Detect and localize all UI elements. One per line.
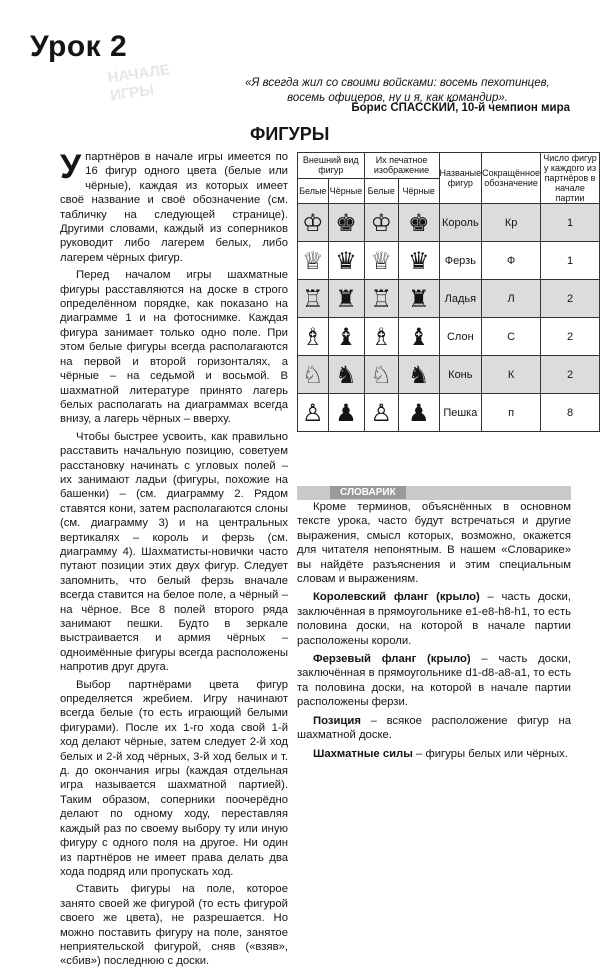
piece-photo-black-icon: ♛ xyxy=(335,246,357,275)
dictionary-definition: – часть доски, заключённая в прямоугольнике e1-e8-h8-h1, то есть половина доски, на которой в начале партии расположены короли. xyxy=(297,591,572,647)
piece-abbr: Ф xyxy=(482,242,541,280)
dictionary-entry xyxy=(297,590,571,648)
pieces-table xyxy=(297,152,600,432)
piece-print-white-icon: ♘ xyxy=(370,360,392,389)
piece-photo-black-icon: ♝ xyxy=(335,322,357,351)
piece-print-white-icon: ♙ xyxy=(370,398,392,427)
piece-count: 2 xyxy=(541,356,600,394)
piece-name: Слон xyxy=(439,318,482,356)
piece-print-black-icon: ♝ xyxy=(407,322,430,351)
dictionary-term: Позиция xyxy=(313,714,361,727)
piece-photo-black-icon: ♞ xyxy=(335,360,357,389)
piece-name: Пешка xyxy=(439,394,482,432)
piece-photo-white-icon: ♔ xyxy=(302,208,324,237)
table-row xyxy=(298,242,600,280)
piece-photo-black-icon: ♟ xyxy=(335,398,357,427)
table-row xyxy=(298,356,600,394)
piece-print-white-icon: ♕ xyxy=(370,246,392,275)
piece-abbr: п xyxy=(482,394,541,432)
piece-abbr: Кр xyxy=(482,204,541,242)
piece-print-black-icon: ♜ xyxy=(407,284,430,313)
piece-print-black-icon: ♚ xyxy=(407,208,430,237)
epigraph-quote: «Я всегда жил со своими войсками: восемь пехотинцев, восемь офицеров, ну и я, как командир». xyxy=(245,77,550,104)
lesson-title: Урок 2 xyxy=(30,30,128,63)
piece-name: Ферзь xyxy=(439,242,482,280)
piece-count: 2 xyxy=(541,280,600,318)
dictionary-definition: – всякое расположение фигур на шахматной доске. xyxy=(297,714,571,742)
piece-photo-black-icon: ♚ xyxy=(335,208,357,237)
piece-photo-white-icon: ♖ xyxy=(302,284,324,313)
dictionary-term: Шахматные силы xyxy=(313,747,413,760)
piece-print-black-icon: ♞ xyxy=(407,360,430,389)
header-name: Названые фигур xyxy=(439,153,482,204)
piece-print-black-icon: ♛ xyxy=(407,246,430,275)
piece-count: 2 xyxy=(541,318,600,356)
piece-count: 1 xyxy=(541,242,600,280)
piece-count: 1 xyxy=(541,204,600,242)
header-count: Число фигур у каждого из партнёров в начале партии xyxy=(541,153,600,204)
piece-name: Конь xyxy=(439,356,482,394)
piece-print-white-icon: ♔ xyxy=(370,208,392,237)
dictionary-definition: – фигуры белых или чёрных. xyxy=(412,747,568,760)
header-white: Белые xyxy=(364,178,398,204)
piece-print-black-icon: ♟ xyxy=(407,398,430,427)
piece-photo-white-icon: ♘ xyxy=(302,360,324,389)
drop-cap: У xyxy=(60,148,82,186)
piece-name: Ладья xyxy=(439,280,482,318)
dictionary-entry xyxy=(297,747,571,761)
left-column xyxy=(60,150,288,969)
header-print: Их печатное изображение xyxy=(364,153,439,179)
header-black: Чёрные xyxy=(398,178,439,204)
header-white: Белые xyxy=(298,178,329,204)
dictionary-definition: – часть доски, заключённая в прямоугольнике d1-d8-a8-a1, то есть та половина доски, на которой в начале партии расположены ферзи. xyxy=(297,653,571,709)
piece-abbr: Л xyxy=(482,280,541,318)
paragraph: Упартнёров в начале игры имеется по 16 фигур одного цвета (белые или чёрные), каждая из которых имеет своё название и своё обозначение (см. табличку на следующей странице). Другими словами, каждый из соперников руководит либо лагерем белых, либо лагерем чёрных фигур. xyxy=(60,148,288,264)
piece-photo-white-icon: ♙ xyxy=(302,398,324,427)
dictionary-entry xyxy=(297,652,571,710)
table-row xyxy=(298,280,600,318)
dictionary-label: СЛОВАРИК xyxy=(330,486,406,499)
piece-photo-white-icon: ♗ xyxy=(302,322,324,351)
piece-photo-black-icon: ♜ xyxy=(335,284,357,313)
piece-print-white-icon: ♗ xyxy=(370,322,392,351)
piece-photo-white-icon: ♕ xyxy=(302,246,324,275)
table-row xyxy=(298,318,600,356)
table-row xyxy=(298,204,600,242)
paragraph: Перед началом игры шахматные фигуры расставляются на доске в строго определённом порядке, как показано на диаграмме 1 и на фотоснимке. Каждая фигура занимает только одно поле. При этом белые фигуры всегда располагаются на первой и второй горизонталях, а чёрные – на седьмой и восьмой. В шахматной литературе принято лагерь белых располагать на диаграммах всегда внизу, а лагерь чёрных – вверху. xyxy=(60,269,288,426)
dictionary-term: Ферзевый фланг (крыло) xyxy=(313,653,471,666)
header-black: Чёрные xyxy=(328,178,364,204)
piece-count: 8 xyxy=(541,394,600,432)
right-column xyxy=(297,500,571,761)
paragraph: Ставить фигуры на поле, которое занято своей же фигурой (то есть фигурой своего же цвета), не разрешается. Но можно поставить фигуру на поле, занятое неприятельской фигурой, сняв («взяв», «сбив») последнюю с доски. xyxy=(60,883,288,968)
epigraph-author: Борис СПАССКИЙ, 10-й чемпион мира xyxy=(351,102,570,114)
paragraph: Выбор партнёрами цвета фигур определяется жребием. Игру начинают всегда белые (то есть играющий белыми фигурами). После их 1-го хода свой 1-й ход делают чёрные, затем следует 2-й ход белых и 2-й ход чёрных, 3-й ход белых и т. д. до окончания игры (каждая отдельная игра называется шахматной партией). Таким образом, соперники поочерёдно делают по одному ходу, переставляя каждый раз по своему выбору ту или иную фигуру с одного поля на другое. Ни один из партнёров не имеет права делать два хода подряд или пропускать ход. xyxy=(60,678,288,878)
table-row xyxy=(298,394,600,432)
paragraph: Чтобы быстрее усвоить, как правильно расставить начальную позицию, советуем расстановку начинать с угловых полей – их занимают ладьи (фигуры, похожие на башенки) – (см. диаграмму 2. Рядом ставятся кони, затем располагаются слоны (см. диаграмму 3) и на центральных вертикалях – король и ферзь (см. диаграмму 4). Шахматисты-новички часто путают позиции этих двух фигур. Следует запомнить, что белый ферзь вначале всегда ставится на белое поле, а чёрный – на чёрное. Все 8 полей второго ряда занимают пешки. Будто в зеркале выстраивается и армия чёрных – одноимённые фигуры всегда расположены напротив друг друга. xyxy=(60,430,288,674)
dictionary-entry xyxy=(297,714,571,743)
dictionary-intro: Кроме терминов, объяснённых в основном тексте урока, часто будут встречаться и другие выражения, смысл которых, возможно, окажется для читателя непонятным. В нашем «Словарике» вы найдёте разъяснения и этим специальным словам и выражениям. xyxy=(297,501,571,586)
watermark: НАЧАЛЕ ИГРЫ xyxy=(106,61,172,105)
piece-abbr: К xyxy=(482,356,541,394)
piece-name: Король xyxy=(439,204,482,242)
piece-abbr: С xyxy=(482,318,541,356)
header-abbr: Сокращённое обозначение xyxy=(482,153,541,204)
header-appearance: Внешний вид фигур xyxy=(298,153,365,179)
dictionary-term: Королевский фланг (крыло) xyxy=(313,591,480,604)
section-heading: ФИГУРЫ xyxy=(250,124,330,144)
piece-print-white-icon: ♖ xyxy=(370,284,392,313)
